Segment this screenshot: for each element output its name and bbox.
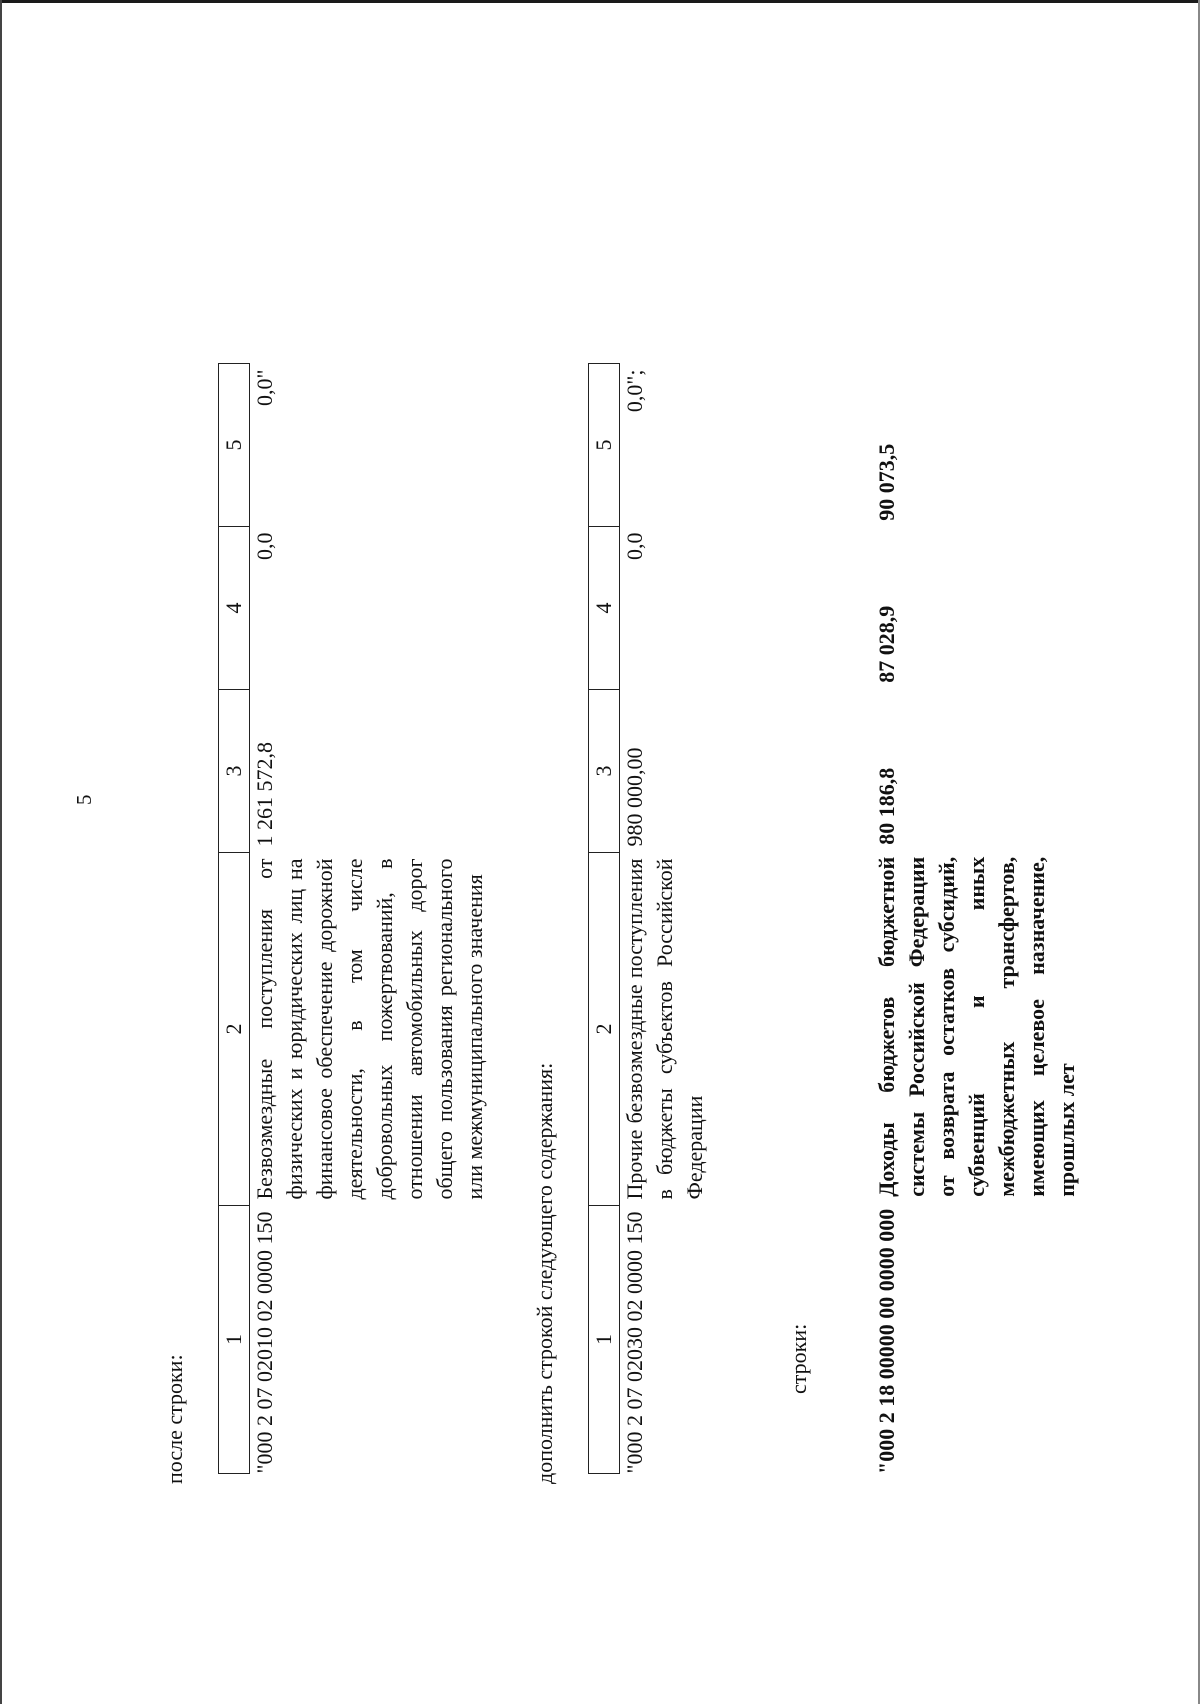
section1-col5: 0,0" bbox=[252, 369, 277, 406]
section2-col5: 0,0"; bbox=[622, 369, 647, 413]
section2-code: "000 2 07 02030 02 0000 150 bbox=[622, 1211, 647, 1474]
section1-intro: после строки: bbox=[162, 1354, 187, 1484]
section3-col5: 90 073,5 bbox=[874, 443, 899, 521]
section2-intro: дополнить строкой следующего содержания: bbox=[532, 1062, 557, 1484]
section1-header-5: 5 bbox=[219, 364, 250, 527]
section3-table bbox=[872, 365, 1082, 1474]
section2-header-5: 5 bbox=[589, 364, 620, 527]
table-row bbox=[620, 364, 711, 1474]
section2-col4: 0,0 bbox=[622, 532, 647, 561]
table-row bbox=[872, 365, 1082, 1474]
section1-table bbox=[218, 363, 490, 1474]
section2-table bbox=[588, 363, 710, 1474]
section1-header-3: 3 bbox=[219, 690, 250, 853]
section2-col3: 980 000,00 bbox=[622, 747, 647, 847]
section3-description: Доходы бюджетов бюджетной системы Российской Федерации от возврата остатков субсидий, субвенций и иных межбюджетных трансфертов, имеющих целевое назначение, прошлых лет bbox=[874, 856, 1079, 1197]
section1-header-4: 4 bbox=[219, 527, 250, 690]
section2-header-1: 1 bbox=[589, 1206, 620, 1474]
section2-description: Прочие безвозмездные поступления в бюджеты субъектов Российской Федерации bbox=[622, 858, 707, 1200]
section3-col4: 87 028,9 bbox=[874, 605, 899, 683]
section1-header-row bbox=[219, 364, 250, 1474]
page-number: 5 bbox=[72, 794, 96, 805]
section2-header-4: 4 bbox=[589, 527, 620, 690]
section1-col3: 1 261 572,8 bbox=[252, 742, 277, 847]
section1-header-1: 1 bbox=[219, 1206, 250, 1474]
section1-header-2: 2 bbox=[219, 853, 250, 1206]
section2-header-row bbox=[589, 364, 620, 1474]
section3-code: "000 2 18 00000 00 0000 000 bbox=[874, 1208, 899, 1474]
section2-header-2: 2 bbox=[589, 853, 620, 1206]
section1-description: Безвозмездные поступления от физических и юридических лиц на финансовое обеспечение дорожной деятельности, в том числе добровольных пожертвований, в отношении автомобильных дорог общего пользования регионального или межмуниципального значения bbox=[252, 858, 487, 1200]
section1-col4: 0,0 bbox=[252, 532, 277, 561]
section3-intro: строки: bbox=[786, 1323, 811, 1394]
table-row bbox=[250, 364, 491, 1474]
section2-header-3: 3 bbox=[589, 690, 620, 853]
section3-col3: 80 186,8 bbox=[874, 767, 899, 845]
section1-code: "000 2 07 02010 02 0000 150 bbox=[252, 1211, 277, 1474]
